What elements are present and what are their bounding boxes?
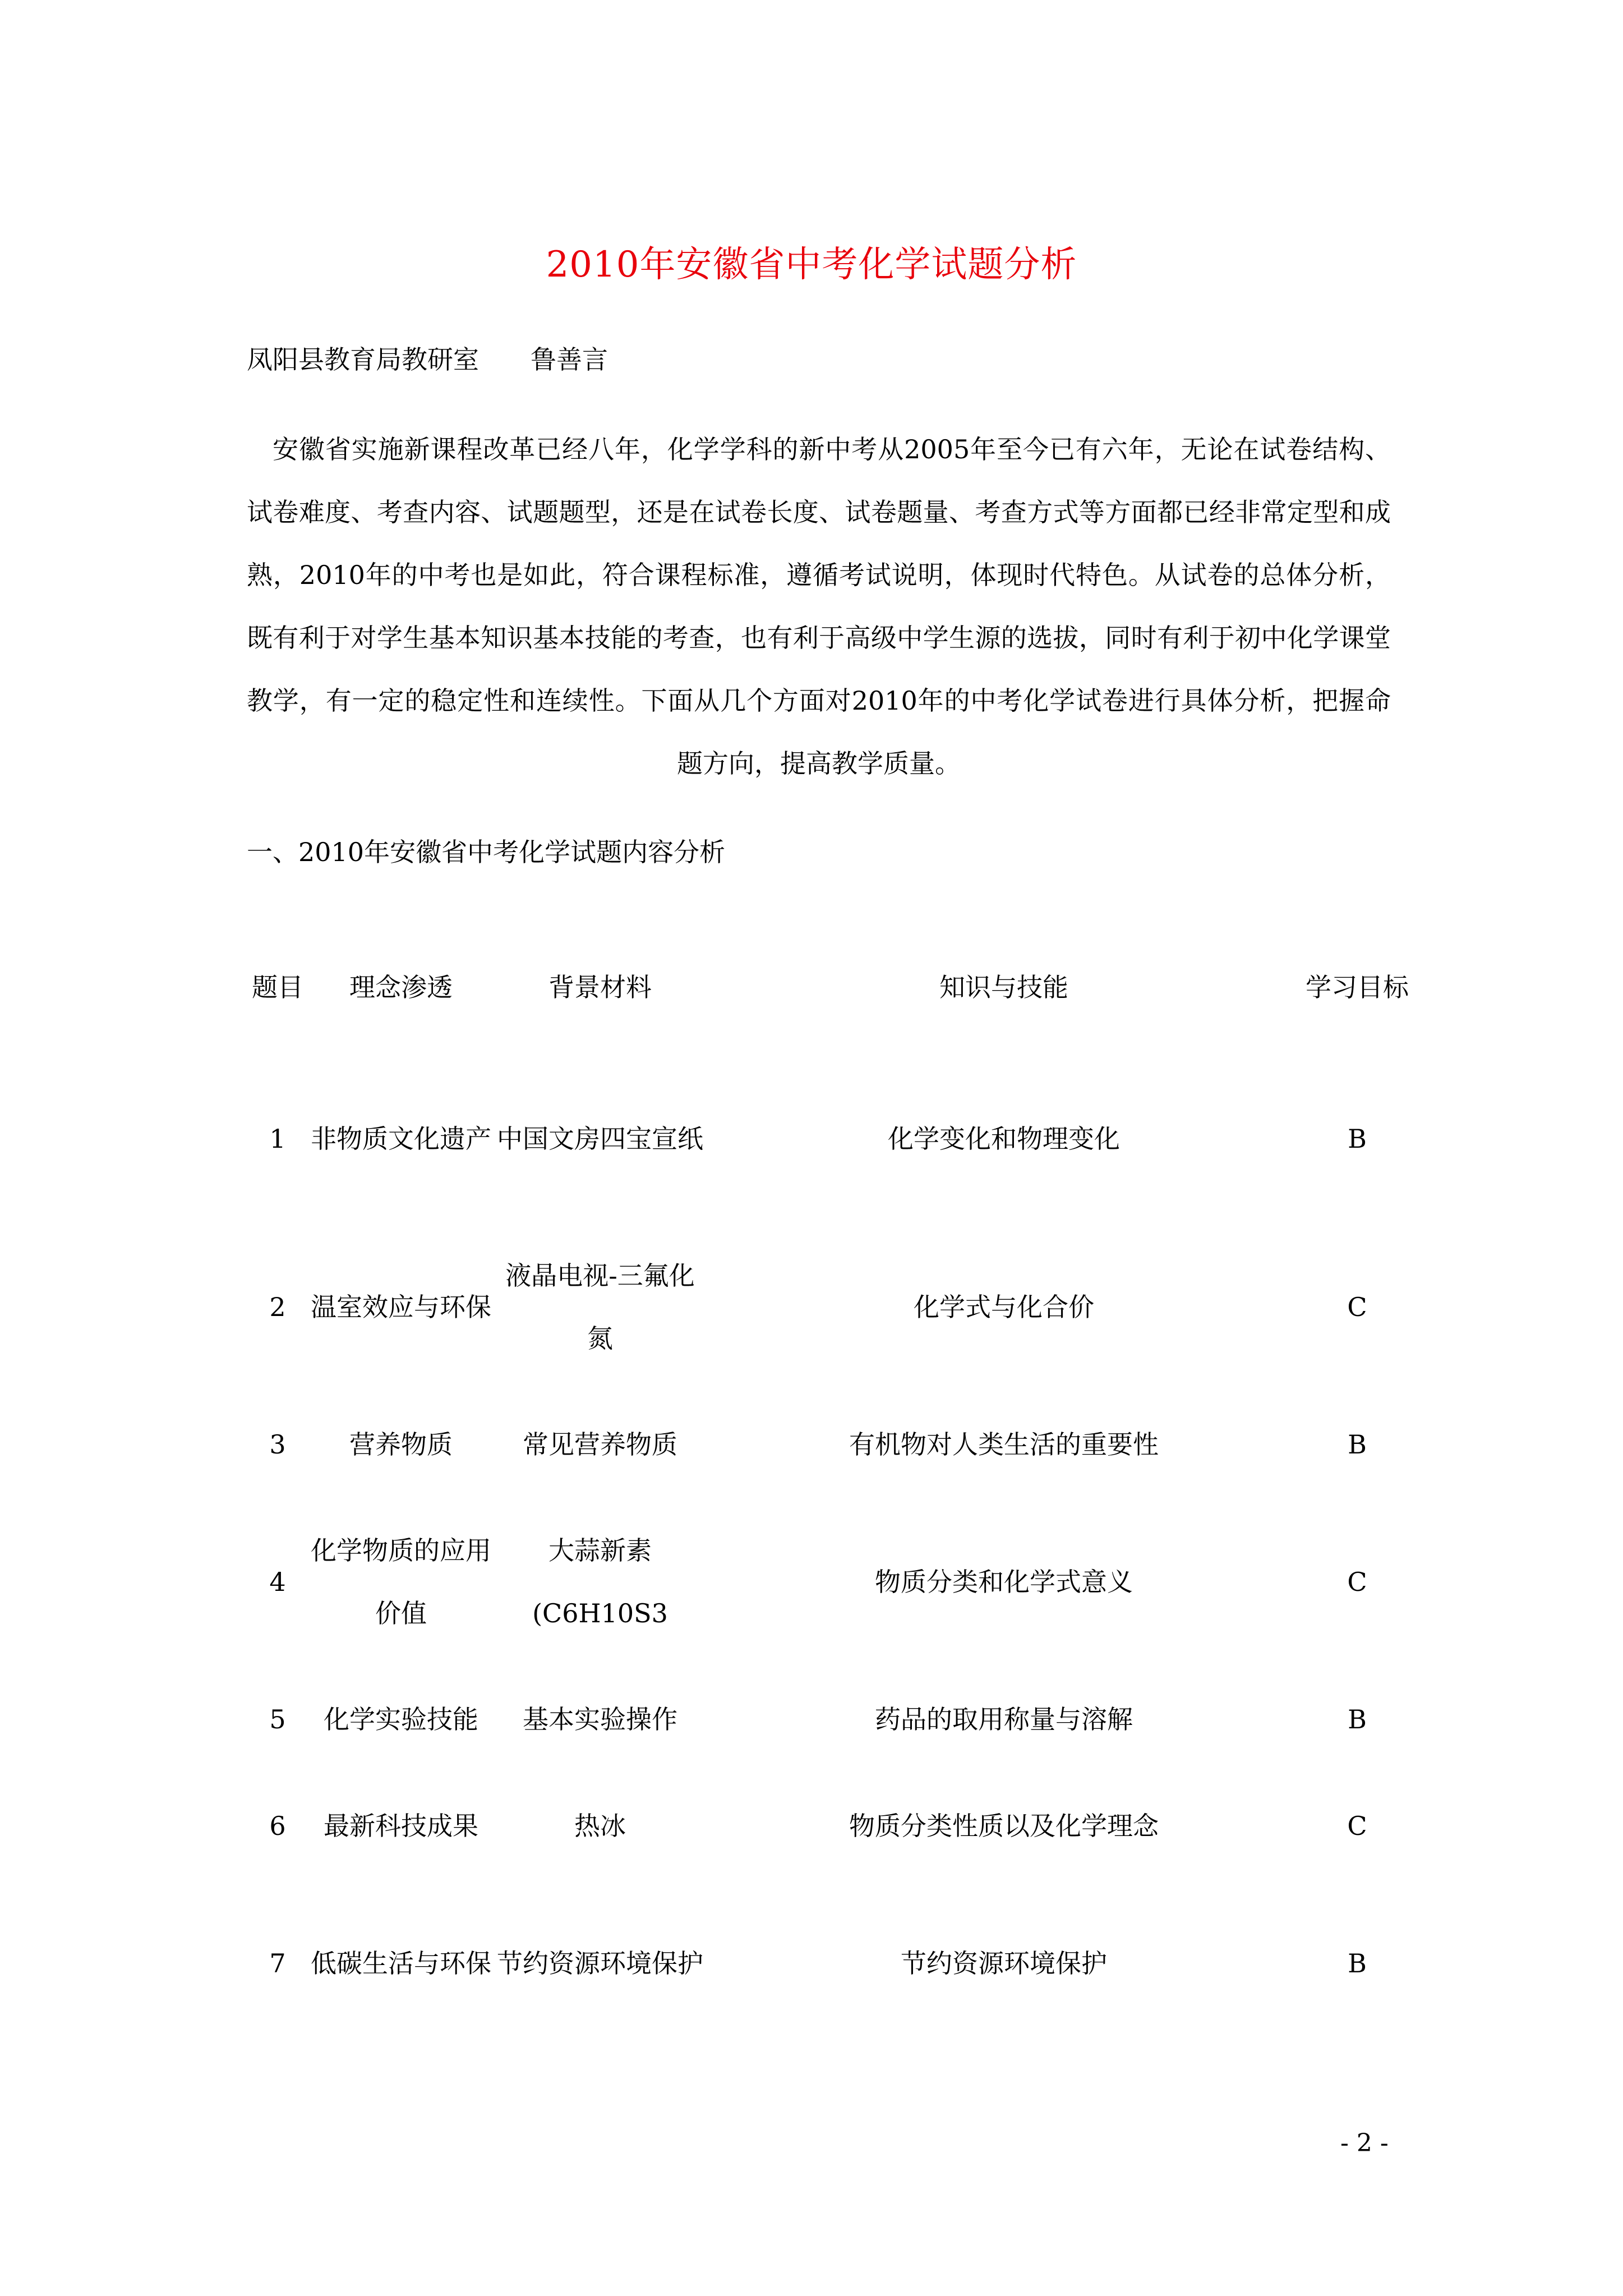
cell-background: 常见营养物质 [523, 1429, 677, 1460]
author-line: 凤阳县教育局教研室 鲁善言 [247, 344, 608, 375]
cell-concept: 低碳生活与环保 [311, 1948, 491, 1978]
cell-background: 基本实验操作 [523, 1704, 677, 1734]
cell-background: 节约资源环境保护 [497, 1948, 703, 1978]
cell-knowledge: 化学式与化合价 [914, 1292, 1094, 1322]
cell-question: 4 [269, 1567, 286, 1597]
cell-question: 6 [269, 1811, 286, 1841]
page-title: 2010年安徽省中考化学试题分析 [546, 244, 1077, 286]
cell-question: 5 [269, 1704, 286, 1734]
table-row [247, 1773, 1413, 1879]
table-row [247, 1391, 1413, 1498]
cell-goal: C [1347, 1292, 1367, 1322]
cell-question: 7 [269, 1948, 286, 1978]
cell-concept: 最新科技成果 [324, 1811, 478, 1841]
header-concept: 理念渗透 [349, 972, 453, 1002]
cell-question: 1 [269, 1124, 286, 1154]
cell-question: 3 [269, 1429, 286, 1460]
cell-concept: 化学物质的应用价值 [311, 1535, 491, 1628]
table-row [247, 1879, 1413, 2047]
header-question: 题目 [252, 972, 303, 1002]
cell-knowledge: 有机物对人类生活的重要性 [849, 1429, 1159, 1460]
cell-question: 2 [269, 1292, 286, 1322]
table-row [247, 1223, 1413, 1391]
cell-concept: 化学实验技能 [324, 1704, 478, 1734]
table-row [247, 1498, 1413, 1666]
cell-knowledge: 药品的取用称量与溶解 [875, 1704, 1133, 1734]
cell-goal: C [1347, 1567, 1367, 1597]
cell-background: 液晶电视-三氟化氮 [505, 1260, 695, 1354]
header-goal: 学习目标 [1306, 972, 1409, 1002]
cell-background: 大蒜新素(C6H10S3 [532, 1535, 668, 1628]
header-background: 背景材料 [548, 972, 652, 1002]
cell-background: 中国文房四宝宣纸 [497, 1124, 703, 1154]
cell-knowledge: 节约资源环境保护 [901, 1948, 1107, 1978]
cell-goal: B [1348, 1429, 1367, 1460]
cell-concept: 非物质文化遗产 [311, 1124, 491, 1154]
header-knowledge: 知识与技能 [939, 972, 1068, 1002]
cell-goal: B [1348, 1948, 1367, 1978]
intro-text: 安徽省实施新课程改革已经八年，化学学科的新中考从2005年至今已有六年，无论在试卷结构、试卷难度、考查内容、试题题型，还是在试卷长度、试卷题量、考查方式等方面都已经非常定型和成熟，2010年的中考也是如此，符合课程标准，遵循考试说明，体现时代特色。从试卷的总体分析，既有利于对学生基本知识基本技能的考查，也有利于高级中学生源的选拔，同时有利于初中化学课堂教学，有一定的稳定性和连续性。下面从几个方面对2010年的中考化学试卷进行具体分析，把握命题方向，提高教学质量。 [247, 434, 1391, 779]
cell-goal: B [1348, 1124, 1367, 1154]
cell-concept: 温室效应与环保 [311, 1292, 491, 1322]
cell-concept: 营养物质 [349, 1429, 453, 1460]
cell-goal: C [1347, 1811, 1367, 1841]
cell-goal: B [1348, 1704, 1367, 1734]
cell-knowledge: 物质分类和化学式意义 [875, 1567, 1133, 1597]
intro-paragraph [247, 418, 1391, 795]
table-header-row [247, 920, 1413, 1055]
content-analysis-table [247, 920, 1413, 2047]
section-heading: 一、2010年安徽省中考化学试题内容分析 [247, 837, 726, 867]
table-row [247, 1666, 1413, 1773]
page-number: - 2 - [1340, 2129, 1389, 2157]
cell-knowledge: 物质分类性质以及化学理念 [849, 1811, 1159, 1841]
table-row [247, 1055, 1413, 1223]
cell-background: 热冰 [574, 1811, 626, 1841]
cell-knowledge: 化学变化和物理变化 [888, 1124, 1120, 1154]
